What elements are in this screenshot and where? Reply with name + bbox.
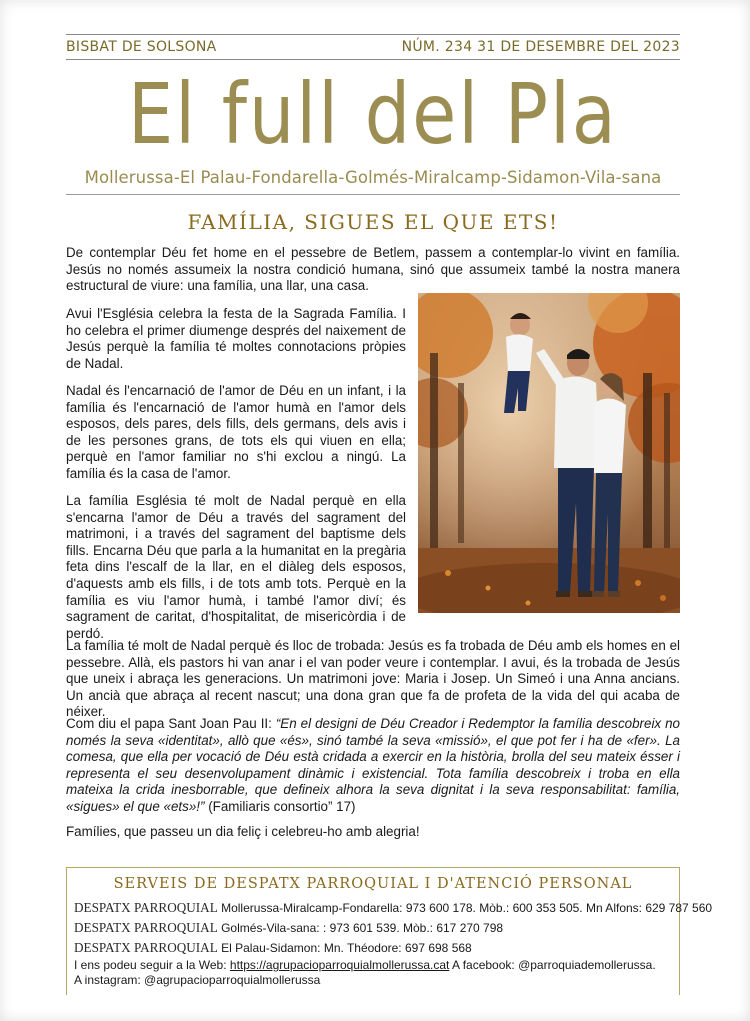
quote-reference: (Familiaris consortio” 17) xyxy=(204,798,356,814)
service-tag: DESPATX PARROQUIAL xyxy=(74,940,218,955)
instagram-line: A instagram: @agrupacioparroquialmollerussa xyxy=(74,972,321,987)
family-photo xyxy=(418,293,680,613)
web-prefix: I ens podeu seguir a la Web: xyxy=(74,958,230,972)
service-text: El Palau-Sidamon: Mn. Théodore: 697 698 568 xyxy=(217,941,472,955)
paragraph-5: La família té molt de Nadal perquè és lloc de trobada: Jesús es fa trobada de Déu amb els homes en el pessebre. Allà, els pastors hi van anar i el van poder veure i contemplar. I avui, és la trobada de Jesús que uneix i abraça les generacions. Un matrimoni jove: Maria i Josep. Un Simeó i una Anna ancians. Un ancià que abraça al recent nascut; una dona gran que fa de profeta de la vida del qui acaba de néixer. xyxy=(66,638,680,720)
paragraph-7: Famílies, que passeu un dia feliç i celebreu-ho amb alegria! xyxy=(66,824,420,839)
masthead-title xyxy=(66,66,680,162)
quote-intro: Com diu el papa Sant Joan Pau II: xyxy=(66,716,276,731)
paragraph-4: La família Església té molt de Nadal perquè en ella s'encarna l'amor de Déu a través del sagrament del matrimoni, i a través del sagrament del baptisme dels fills. Encarna Déu que parla a la humanitat en la pregària feta dins l'escalf de la llar, en el diàleg dels esposos, d'aquests amb els fills, i de tots amb tots. Perquè en la família es viu l'amor humà, i també l'amor diví; és sagrament de caritat, d'hospitalitat, de misericòrdia i de perdó. xyxy=(66,493,406,641)
services-title: SERVEIS DE DESPATX PARROQUIAL I D'ATENCIÓ PERSONAL xyxy=(113,876,633,892)
masthead-text: El full del Pla xyxy=(128,65,618,163)
service-text: Mollerussa-Miralcamp-Fondarella: 973 600 178. Mòb.: 600 353 505. Mn Alfons: 629 787 560 xyxy=(217,901,713,915)
web-line xyxy=(74,958,679,973)
paragraph-2: Avui l'Església celebra la festa de la Sagrada Família. I ho celebra el primer diumenge després del naixement de Jesús perquè la família té moltes connotacions pròpies de Nadal. xyxy=(66,306,406,371)
service-line-1 xyxy=(74,898,713,918)
family-photo-illustration xyxy=(418,293,680,613)
service-tag: DESPATX PARROQUIAL xyxy=(74,900,218,915)
diocese-label: BISBAT DE SOLSONA xyxy=(66,39,217,55)
header-bar xyxy=(66,34,680,60)
towns-line: Mollerussa-El Palau-Fondarella-Golmés-Miralcamp-Sidamon-Vila-sana xyxy=(66,168,680,195)
paragraph-1: De contemplar Déu fet home en el pessebre de Betlem, passem a contemplar-lo vivint en família. Jesús no només assumeix la nostra condició humana, sinó que assumeix també la nostra manera estructural de viure: una família, una llar, una casa. xyxy=(66,245,680,294)
service-line-3 xyxy=(74,938,679,958)
services-box xyxy=(66,867,713,995)
facebook-text: A facebook: @parroquiademollerussa. xyxy=(449,958,656,972)
service-text: Golmés-Vila-sana: : 973 601 539. Mòb.: 617 270 798 xyxy=(217,921,504,935)
paragraph-6 xyxy=(66,716,680,816)
issue-label: NÚM. 234 31 DE DESEMBRE DEL 2023 xyxy=(401,39,680,55)
article-headline: FAMÍLIA, SIGUES EL QUE ETS! xyxy=(187,210,559,234)
pope-quote: “En el designi de Déu Creador i Redemptor la família descobreix no només la seva «identitat», allò que «és», sinó també la seva «missió», el que pot fer i ha de «fer». La comesa, que ella per vocació de Déu està cridada a exercir en la història, brolla del seu mateix ésser i representa el seu desenvolupament dinàmic i existencial. Tota família descobreix i troba en ella mateixa la crida inesborrable, que defineix alhora la seva dignitat i la seva responsabilitat: família, «sigues» el que «ets»!” xyxy=(66,716,680,814)
website-link[interactable]: https://agrupacioparroquialmollerussa.cat xyxy=(229,958,450,972)
paragraph-3: Nadal és l'encarnació de l'amor de Déu en un infant, i la família és l'encarnació de l'amor humà en l'amor dels esposos, dels pares, dels fills, dels germans, dels avis i de les persones grans, de tots els qui viuen en ella; perquè en l'amor familiar no s'hi exclou a ningú. La família és la casa de l'amor. xyxy=(66,383,406,481)
service-line-2 xyxy=(74,918,679,938)
service-tag: DESPATX PARROQUIAL xyxy=(74,920,218,935)
